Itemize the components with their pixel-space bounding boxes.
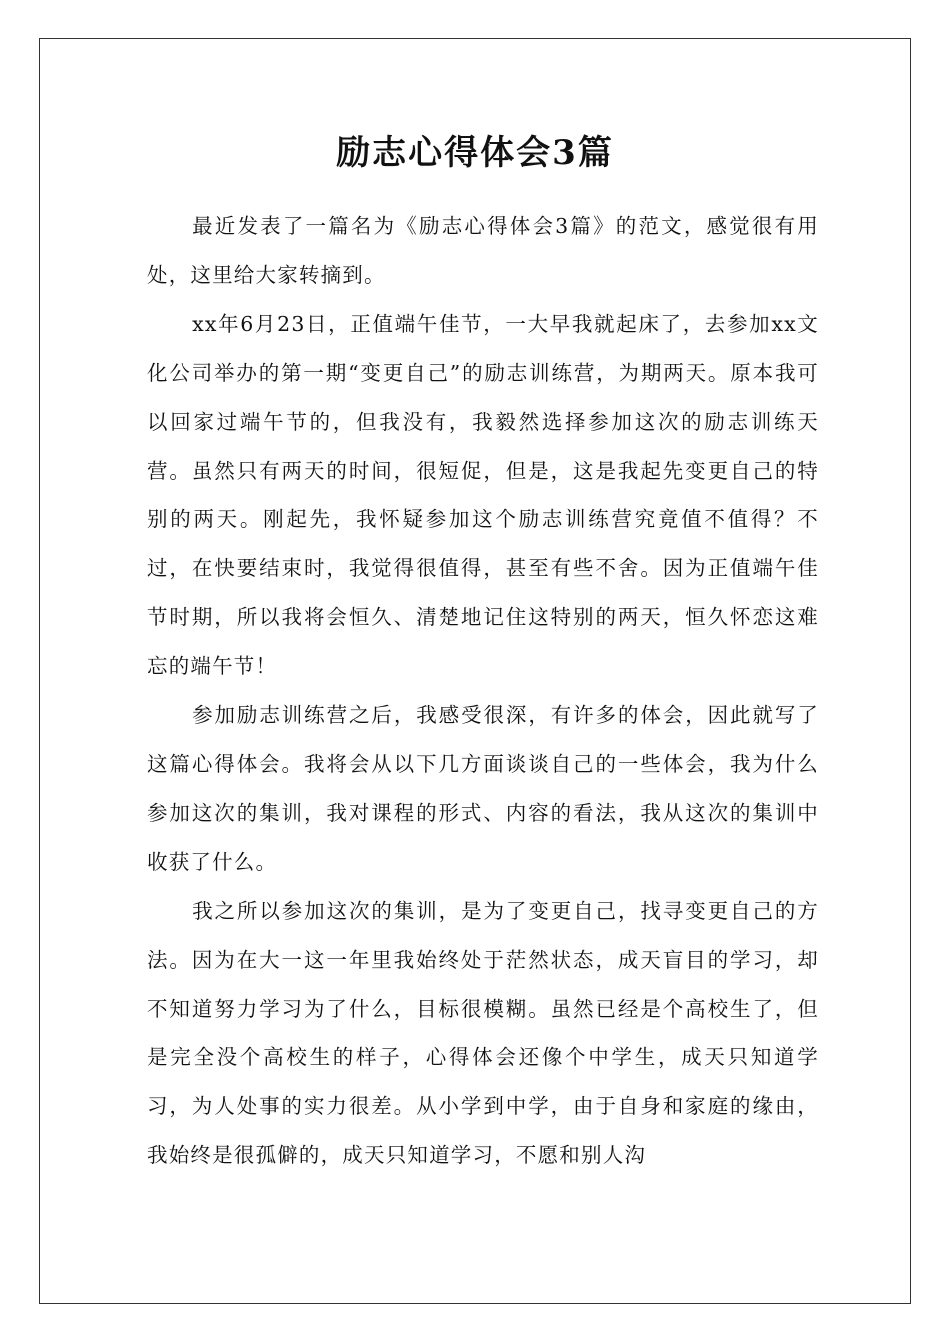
document-body <box>147 202 819 1180</box>
document-title: 励志心得体会3篇 <box>336 133 614 173</box>
paragraph-training-camp: xx年6月23日，正值端午佳节，一大早我就起床了，去参加xx文化公司举办的第一期“变更自己”的励志训练营，为期两天。原本我可以回家过端午节的，但我没有，我毅然选择参加这次的励志训练天营。虽然只有两天的时间，很短促，但是，这是我起先变更自己的特别的两天。刚起先，我怀疑参加这个励志训练营究竟值不值得？不过，在快要结束时，我觉得很值得，甚至有些不舍。因为正值端午佳节时期，所以我将会恒久、清楚地记住这特别的两天，恒久怀恋这难忘的端午节！ <box>147 311 819 679</box>
paragraph-reason: 我之所以参加这次的集训，是为了变更自己，找寻变更自己的方法。因为在大一这一年里我始终处于茫然状态，成天盲目的学习，却不知道努力学习为了什么，目标很模糊。虽然已经是个高校生了，但是完全没个高校生的样子，心得体会还像个中学生，成天只知道学习，为人处事的实力很差。从小学到中学，由于自身和家庭的缘由，我始终是很孤僻的，成天只知道学习，不愿和别人沟 <box>147 898 819 1168</box>
paragraph-reflection: 参加励志训练营之后，我感受很深，有许多的体会，因此就写了这篇心得体会。我将会从以下几方面谈谈自己的一些体会，我为什么参加这次的集训，我对课程的形式、内容的看法，我从这次的集训中收获了什么。 <box>147 703 819 874</box>
paragraph-intro: 最近发表了一篇名为《励志心得体会3篇》的范文，感觉很有用处，这里给大家转摘到。 <box>147 214 819 287</box>
